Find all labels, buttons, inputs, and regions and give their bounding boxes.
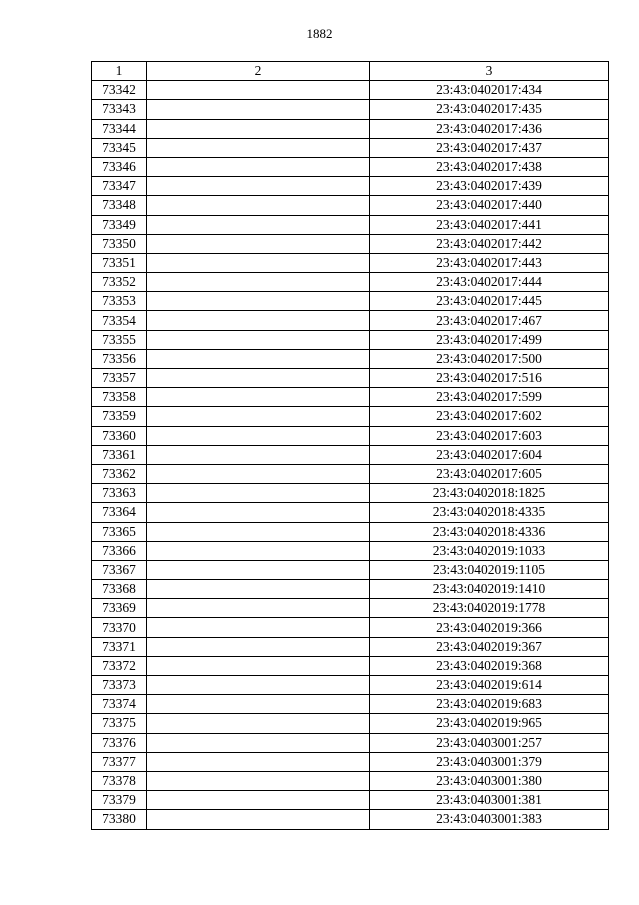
row-number-cell: 73378 xyxy=(92,771,147,790)
row-number-cell: 73373 xyxy=(92,676,147,695)
header-row xyxy=(92,62,609,81)
cadastral-number-cell: 23:43:0402017:467 xyxy=(370,311,609,330)
table-row xyxy=(92,407,609,426)
cadastral-number-cell: 23:43:0402017:499 xyxy=(370,330,609,349)
empty-cell xyxy=(147,100,370,119)
cadastral-number-cell: 23:43:0402017:500 xyxy=(370,349,609,368)
table-row xyxy=(92,810,609,829)
row-number-cell: 73342 xyxy=(92,81,147,100)
table-row xyxy=(92,541,609,560)
cadastral-number-cell: 23:43:0402017:516 xyxy=(370,369,609,388)
cadastral-number-cell: 23:43:0402017:603 xyxy=(370,426,609,445)
empty-cell xyxy=(147,234,370,253)
row-number-cell: 73355 xyxy=(92,330,147,349)
cadastral-number-cell: 23:43:0402019:683 xyxy=(370,695,609,714)
empty-cell xyxy=(147,618,370,637)
cadastral-number-cell: 23:43:0402017:439 xyxy=(370,177,609,196)
row-number-cell: 73362 xyxy=(92,464,147,483)
cadastral-number-cell: 23:43:0402019:367 xyxy=(370,637,609,656)
table-row xyxy=(92,752,609,771)
table-row xyxy=(92,599,609,618)
table-row xyxy=(92,426,609,445)
empty-cell xyxy=(147,656,370,675)
empty-cell xyxy=(147,388,370,407)
empty-cell xyxy=(147,349,370,368)
cadastral-number-cell: 23:43:0402017:602 xyxy=(370,407,609,426)
row-number-cell: 73368 xyxy=(92,580,147,599)
row-number-cell: 73356 xyxy=(92,349,147,368)
table-row xyxy=(92,676,609,695)
empty-cell xyxy=(147,119,370,138)
table-row xyxy=(92,119,609,138)
table-body xyxy=(92,81,609,829)
empty-cell xyxy=(147,580,370,599)
cadastral-number-cell: 23:43:0402017:437 xyxy=(370,138,609,157)
row-number-cell: 73366 xyxy=(92,541,147,560)
row-number-cell: 73367 xyxy=(92,560,147,579)
table-row xyxy=(92,273,609,292)
table-row xyxy=(92,695,609,714)
empty-cell xyxy=(147,733,370,752)
cadastral-number-cell: 23:43:0402019:614 xyxy=(370,676,609,695)
empty-cell xyxy=(147,484,370,503)
table-row xyxy=(92,196,609,215)
cadastral-number-cell: 23:43:0403001:381 xyxy=(370,791,609,810)
cadastral-number-cell: 23:43:0402018:1825 xyxy=(370,484,609,503)
cadastral-number-cell: 23:43:0403001:257 xyxy=(370,733,609,752)
row-number-cell: 73372 xyxy=(92,656,147,675)
row-number-cell: 73350 xyxy=(92,234,147,253)
empty-cell xyxy=(147,407,370,426)
row-number-cell: 73349 xyxy=(92,215,147,234)
column-header-1: 1 xyxy=(92,62,147,81)
cadastral-number-cell: 23:43:0402019:1033 xyxy=(370,541,609,560)
row-number-cell: 73365 xyxy=(92,522,147,541)
empty-cell xyxy=(147,541,370,560)
empty-cell xyxy=(147,426,370,445)
cadastral-number-cell: 23:43:0402017:440 xyxy=(370,196,609,215)
empty-cell xyxy=(147,292,370,311)
row-number-cell: 73351 xyxy=(92,253,147,272)
table-row xyxy=(92,349,609,368)
row-number-cell: 73375 xyxy=(92,714,147,733)
cadastral-number-cell: 23:43:0402019:1410 xyxy=(370,580,609,599)
row-number-cell: 73376 xyxy=(92,733,147,752)
row-number-cell: 73343 xyxy=(92,100,147,119)
row-number-cell: 73361 xyxy=(92,445,147,464)
table-row xyxy=(92,388,609,407)
empty-cell xyxy=(147,253,370,272)
table-row xyxy=(92,100,609,119)
row-number-cell: 73353 xyxy=(92,292,147,311)
table-row xyxy=(92,618,609,637)
cadastral-number-cell: 23:43:0402019:1778 xyxy=(370,599,609,618)
table-row xyxy=(92,311,609,330)
table-row xyxy=(92,503,609,522)
table-row xyxy=(92,157,609,176)
row-number-cell: 73357 xyxy=(92,369,147,388)
table-row xyxy=(92,215,609,234)
table-row xyxy=(92,791,609,810)
row-number-cell: 73346 xyxy=(92,157,147,176)
table-row xyxy=(92,714,609,733)
empty-cell xyxy=(147,714,370,733)
cadastral-number-cell: 23:43:0402017:605 xyxy=(370,464,609,483)
empty-cell xyxy=(147,445,370,464)
table-row xyxy=(92,656,609,675)
cadastral-number-cell: 23:43:0402018:4336 xyxy=(370,522,609,541)
row-number-cell: 73348 xyxy=(92,196,147,215)
empty-cell xyxy=(147,503,370,522)
table-row xyxy=(92,330,609,349)
empty-cell xyxy=(147,810,370,829)
row-number-cell: 73379 xyxy=(92,791,147,810)
table-row xyxy=(92,560,609,579)
row-number-cell: 73371 xyxy=(92,637,147,656)
table-row xyxy=(92,522,609,541)
row-number-cell: 73374 xyxy=(92,695,147,714)
cadastral-number-cell: 23:43:0402017:438 xyxy=(370,157,609,176)
empty-cell xyxy=(147,157,370,176)
table-row xyxy=(92,771,609,790)
cadastral-number-cell: 23:43:0402017:435 xyxy=(370,100,609,119)
cadastral-number-cell: 23:43:0403001:383 xyxy=(370,810,609,829)
table-row xyxy=(92,637,609,656)
empty-cell xyxy=(147,560,370,579)
cadastral-number-cell: 23:43:0402017:442 xyxy=(370,234,609,253)
page-number: 1882 xyxy=(306,26,333,41)
empty-cell xyxy=(147,464,370,483)
cadastral-number-cell: 23:43:0402018:4335 xyxy=(370,503,609,522)
cadastral-number-cell: 23:43:0402019:965 xyxy=(370,714,609,733)
cadastral-number-cell: 23:43:0402017:604 xyxy=(370,445,609,464)
row-number-cell: 73359 xyxy=(92,407,147,426)
table-row xyxy=(92,81,609,100)
cadastral-number-cell: 23:43:0403001:380 xyxy=(370,771,609,790)
row-number-cell: 73347 xyxy=(92,177,147,196)
table-row xyxy=(92,733,609,752)
column-header-2: 2 xyxy=(147,62,370,81)
cadastral-number-cell: 23:43:0402017:445 xyxy=(370,292,609,311)
row-number-cell: 73363 xyxy=(92,484,147,503)
row-number-cell: 73360 xyxy=(92,426,147,445)
table-row xyxy=(92,177,609,196)
row-number-cell: 73345 xyxy=(92,138,147,157)
empty-cell xyxy=(147,771,370,790)
row-number-cell: 73377 xyxy=(92,752,147,771)
cadastral-number-cell: 23:43:0402017:443 xyxy=(370,253,609,272)
empty-cell xyxy=(147,695,370,714)
empty-cell xyxy=(147,196,370,215)
empty-cell xyxy=(147,752,370,771)
table-row xyxy=(92,464,609,483)
table-row xyxy=(92,253,609,272)
table-row xyxy=(92,484,609,503)
cadastral-number-cell: 23:43:0402017:599 xyxy=(370,388,609,407)
empty-cell xyxy=(147,215,370,234)
row-number-cell: 73354 xyxy=(92,311,147,330)
empty-cell xyxy=(147,791,370,810)
row-number-cell: 73352 xyxy=(92,273,147,292)
row-number-cell: 73370 xyxy=(92,618,147,637)
table-row xyxy=(92,580,609,599)
empty-cell xyxy=(147,637,370,656)
row-number-cell: 73380 xyxy=(92,810,147,829)
row-number-cell: 73344 xyxy=(92,119,147,138)
registry-table xyxy=(91,61,609,830)
cadastral-number-cell: 23:43:0402017:441 xyxy=(370,215,609,234)
table-row xyxy=(92,292,609,311)
cadastral-number-cell: 23:43:0402019:1105 xyxy=(370,560,609,579)
cadastral-number-cell: 23:43:0402017:434 xyxy=(370,81,609,100)
row-number-cell: 73358 xyxy=(92,388,147,407)
cadastral-number-cell: 23:43:0402017:444 xyxy=(370,273,609,292)
empty-cell xyxy=(147,676,370,695)
table-row xyxy=(92,234,609,253)
cadastral-number-cell: 23:43:0402019:368 xyxy=(370,656,609,675)
table-row xyxy=(92,138,609,157)
table-row xyxy=(92,445,609,464)
row-number-cell: 73369 xyxy=(92,599,147,618)
empty-cell xyxy=(147,522,370,541)
cadastral-number-cell: 23:43:0402017:436 xyxy=(370,119,609,138)
cadastral-number-cell: 23:43:0402019:366 xyxy=(370,618,609,637)
empty-cell xyxy=(147,369,370,388)
empty-cell xyxy=(147,81,370,100)
cadastral-number-cell: 23:43:0403001:379 xyxy=(370,752,609,771)
empty-cell xyxy=(147,330,370,349)
empty-cell xyxy=(147,273,370,292)
empty-cell xyxy=(147,177,370,196)
row-number-cell: 73364 xyxy=(92,503,147,522)
empty-cell xyxy=(147,311,370,330)
empty-cell xyxy=(147,138,370,157)
column-header-3: 3 xyxy=(370,62,609,81)
table-row xyxy=(92,369,609,388)
empty-cell xyxy=(147,599,370,618)
